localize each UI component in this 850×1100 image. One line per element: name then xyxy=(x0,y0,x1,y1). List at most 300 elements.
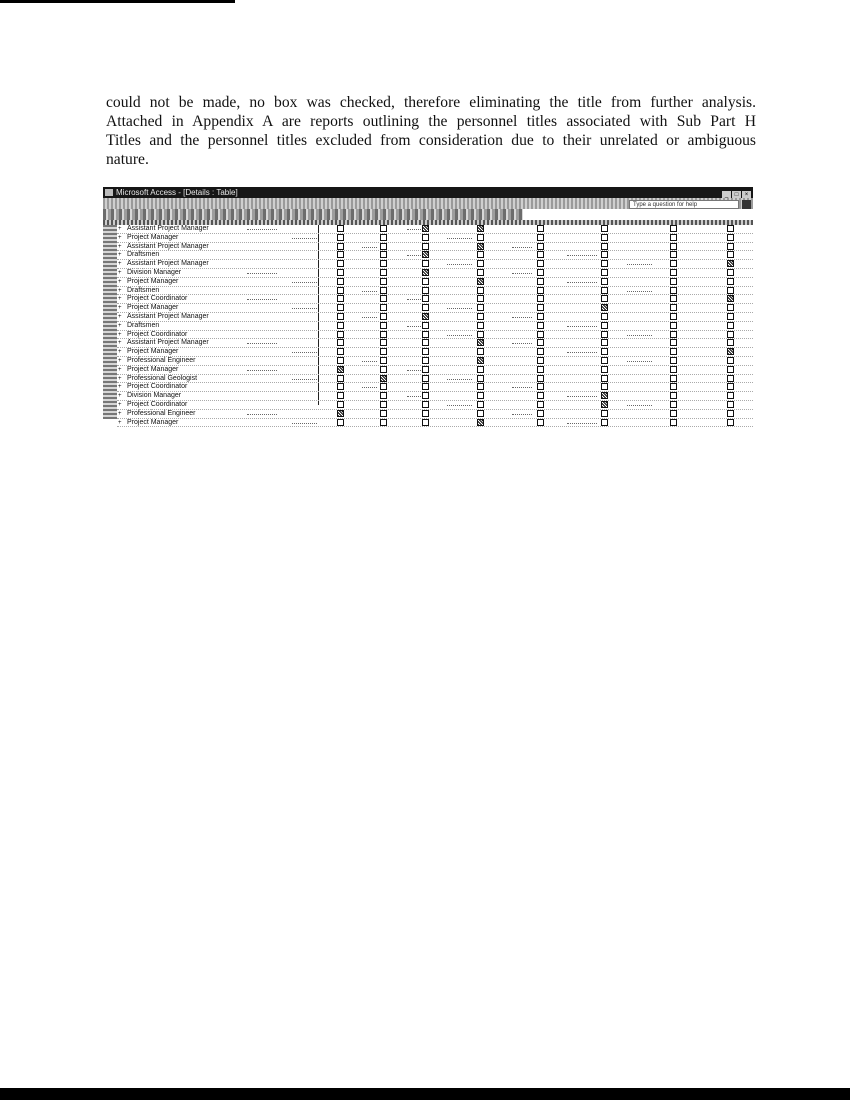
checkbox[interactable] xyxy=(537,322,544,329)
checkbox[interactable] xyxy=(337,383,344,390)
cell-rule xyxy=(292,238,317,239)
checkbox-checked[interactable] xyxy=(727,295,734,302)
expand-icon[interactable]: + xyxy=(118,252,122,259)
checkbox[interactable] xyxy=(670,322,677,329)
checkbox[interactable] xyxy=(422,375,429,382)
checkbox-checked[interactable] xyxy=(477,225,484,232)
checkbox[interactable] xyxy=(337,313,344,320)
table-row[interactable] xyxy=(117,278,753,287)
cell-rule xyxy=(627,335,652,336)
checkbox[interactable] xyxy=(670,269,677,276)
checkbox[interactable] xyxy=(601,375,608,382)
minimize-icon[interactable]: _ xyxy=(722,191,731,198)
checkbox[interactable] xyxy=(537,243,544,250)
checkbox-checked[interactable] xyxy=(422,269,429,276)
checkbox[interactable] xyxy=(601,260,608,267)
checkbox-checked[interactable] xyxy=(422,225,429,232)
cell-rule xyxy=(247,299,277,300)
checkbox-checked[interactable] xyxy=(601,401,608,408)
checkbox[interactable] xyxy=(380,295,387,302)
row-title: Draftsmen xyxy=(127,321,160,329)
checkbox[interactable] xyxy=(337,234,344,241)
checkbox[interactable] xyxy=(337,339,344,346)
checkbox-checked[interactable] xyxy=(477,278,484,285)
expand-icon[interactable]: + xyxy=(118,375,122,382)
cell-rule xyxy=(567,255,597,256)
checkbox[interactable] xyxy=(727,366,734,373)
cell-rule xyxy=(512,317,532,318)
checkbox[interactable] xyxy=(380,269,387,276)
checkbox[interactable] xyxy=(727,401,734,408)
checkbox[interactable] xyxy=(380,278,387,285)
checkbox[interactable] xyxy=(537,234,544,241)
checkbox[interactable] xyxy=(537,269,544,276)
table-row[interactable] xyxy=(117,383,753,392)
checkbox[interactable] xyxy=(601,278,608,285)
checkbox[interactable] xyxy=(380,410,387,417)
checkbox[interactable] xyxy=(337,322,344,329)
row-title: Division Manager xyxy=(127,392,182,400)
checkbox[interactable] xyxy=(670,331,677,338)
checkbox-checked[interactable] xyxy=(727,348,734,355)
row-title: Professional Engineer xyxy=(127,356,196,364)
checkbox[interactable] xyxy=(670,392,677,399)
checkbox[interactable] xyxy=(537,278,544,285)
checkbox[interactable] xyxy=(670,348,677,355)
menu-bar xyxy=(103,198,753,209)
paragraph-line: could not be made, no box was checked, therefore eliminating the title from further analysis. xyxy=(106,94,756,111)
paragraph-line: Attached in Appendix A are reports outlining the personnel titles associated with Sub Part H xyxy=(106,113,756,130)
cell-rule xyxy=(362,387,377,388)
checkbox-checked[interactable] xyxy=(337,410,344,417)
checkbox-checked[interactable] xyxy=(477,419,484,426)
checkbox[interactable] xyxy=(727,251,734,258)
checkbox[interactable] xyxy=(477,322,484,329)
cell-rule xyxy=(447,405,472,406)
checkbox[interactable] xyxy=(380,383,387,390)
checkbox[interactable] xyxy=(670,419,677,426)
cell-rule xyxy=(247,370,277,371)
checkbox[interactable] xyxy=(337,348,344,355)
toolbar-empty-area xyxy=(523,209,753,220)
checkbox[interactable] xyxy=(727,225,734,232)
record-selector-column[interactable] xyxy=(103,225,117,419)
expand-icon[interactable]: + xyxy=(118,243,122,250)
checkbox[interactable] xyxy=(601,383,608,390)
checkbox[interactable] xyxy=(422,331,429,338)
checkbox[interactable] xyxy=(337,295,344,302)
expand-icon[interactable]: + xyxy=(118,401,122,408)
table-row[interactable] xyxy=(117,295,753,304)
checkbox[interactable] xyxy=(601,295,608,302)
checkbox[interactable] xyxy=(727,375,734,382)
close-document-icon[interactable] xyxy=(742,200,751,209)
cell-rule xyxy=(627,405,652,406)
checkbox[interactable] xyxy=(337,304,344,311)
checkbox[interactable] xyxy=(670,383,677,390)
checkbox-checked[interactable] xyxy=(601,304,608,311)
checkbox[interactable] xyxy=(670,357,677,364)
table-row[interactable] xyxy=(117,313,753,322)
checkbox[interactable] xyxy=(727,339,734,346)
checkbox[interactable] xyxy=(727,234,734,241)
cell-rule xyxy=(247,414,277,415)
checkbox[interactable] xyxy=(670,251,677,258)
checkbox-checked[interactable] xyxy=(337,366,344,373)
expand-icon[interactable]: + xyxy=(118,305,122,312)
checkbox[interactable] xyxy=(337,357,344,364)
toolbar[interactable] xyxy=(103,209,523,220)
expand-icon[interactable]: + xyxy=(118,234,122,241)
checkbox-checked[interactable] xyxy=(422,313,429,320)
checkbox[interactable] xyxy=(422,366,429,373)
checkbox[interactable] xyxy=(422,348,429,355)
checkbox[interactable] xyxy=(380,304,387,311)
checkbox[interactable] xyxy=(601,410,608,417)
cell-rule xyxy=(362,247,377,248)
checkbox[interactable] xyxy=(477,251,484,258)
checkbox[interactable] xyxy=(477,287,484,294)
checkbox[interactable] xyxy=(380,243,387,250)
checkbox[interactable] xyxy=(477,331,484,338)
table-row[interactable] xyxy=(117,322,753,331)
row-title: Project Manager xyxy=(127,348,179,356)
cell-rule xyxy=(512,343,532,344)
cell-rule xyxy=(567,396,597,397)
row-title: Project Manager xyxy=(127,365,179,373)
checkbox[interactable] xyxy=(601,339,608,346)
checkbox[interactable] xyxy=(477,410,484,417)
checkbox[interactable] xyxy=(727,304,734,311)
checkbox[interactable] xyxy=(337,392,344,399)
expand-icon[interactable]: + xyxy=(118,322,122,329)
table-row[interactable] xyxy=(117,331,753,340)
checkbox[interactable] xyxy=(537,225,544,232)
checkbox[interactable] xyxy=(380,357,387,364)
expand-icon[interactable]: + xyxy=(118,384,122,391)
checkbox[interactable] xyxy=(727,331,734,338)
checkbox[interactable] xyxy=(477,269,484,276)
cell-rule xyxy=(447,379,472,380)
expand-icon[interactable]: + xyxy=(118,278,122,285)
cell-rule xyxy=(247,229,277,230)
expand-icon[interactable]: + xyxy=(118,269,122,276)
checkbox[interactable] xyxy=(537,383,544,390)
checkbox[interactable] xyxy=(422,419,429,426)
expand-icon[interactable]: + xyxy=(118,226,122,232)
checkbox[interactable] xyxy=(477,295,484,302)
checkbox[interactable] xyxy=(670,375,677,382)
checkbox[interactable] xyxy=(601,287,608,294)
checkbox[interactable] xyxy=(537,375,544,382)
checkbox[interactable] xyxy=(422,401,429,408)
cell-rule xyxy=(447,264,472,265)
close-icon[interactable]: × xyxy=(742,191,751,198)
checkbox[interactable] xyxy=(477,383,484,390)
checkbox[interactable] xyxy=(422,295,429,302)
checkbox[interactable] xyxy=(380,419,387,426)
row-title: Project Coordinator xyxy=(127,383,188,391)
checkbox[interactable] xyxy=(537,357,544,364)
checkbox[interactable] xyxy=(670,366,677,373)
checkbox[interactable] xyxy=(422,304,429,311)
checkbox[interactable] xyxy=(477,392,484,399)
expand-icon[interactable]: + xyxy=(118,313,122,320)
table-row[interactable] xyxy=(117,269,753,278)
window-controls xyxy=(721,188,751,198)
expand-icon[interactable]: + xyxy=(118,366,122,373)
checkbox[interactable] xyxy=(337,260,344,267)
row-title: Project Coordinator xyxy=(127,400,188,408)
expand-icon[interactable]: + xyxy=(118,340,122,347)
cell-rule xyxy=(512,387,532,388)
checkbox[interactable] xyxy=(380,260,387,267)
row-title: Project Manager xyxy=(127,233,179,241)
table-row[interactable] xyxy=(117,357,753,366)
checkbox[interactable] xyxy=(380,401,387,408)
row-title: Professional Geologist xyxy=(127,374,198,382)
checkbox-checked[interactable] xyxy=(727,260,734,267)
row-title: Draftsmen xyxy=(127,286,160,294)
checkbox[interactable] xyxy=(337,401,344,408)
checkbox[interactable] xyxy=(727,243,734,250)
row-title: Project Coordinator xyxy=(127,295,188,303)
checkbox[interactable] xyxy=(380,392,387,399)
checkbox[interactable] xyxy=(537,251,544,258)
checkbox[interactable] xyxy=(601,357,608,364)
checkbox[interactable] xyxy=(670,401,677,408)
checkbox[interactable] xyxy=(422,357,429,364)
checkbox[interactable] xyxy=(337,419,344,426)
checkbox[interactable] xyxy=(337,225,344,232)
row-title: Project Coordinator xyxy=(127,330,188,338)
expand-icon[interactable]: + xyxy=(118,410,122,417)
expand-icon[interactable]: + xyxy=(118,393,122,400)
cell-rule xyxy=(362,291,377,292)
table-row[interactable] xyxy=(117,225,753,234)
checkbox[interactable] xyxy=(380,234,387,241)
checkbox[interactable] xyxy=(380,331,387,338)
checkbox[interactable] xyxy=(422,287,429,294)
datasheet-rows xyxy=(117,225,753,427)
checkbox[interactable] xyxy=(380,348,387,355)
checkbox[interactable] xyxy=(422,392,429,399)
checkbox[interactable] xyxy=(380,225,387,232)
checkbox[interactable] xyxy=(337,331,344,338)
expand-icon[interactable]: + xyxy=(118,331,122,338)
table-row[interactable] xyxy=(117,287,753,296)
checkbox[interactable] xyxy=(477,260,484,267)
checkbox[interactable] xyxy=(422,383,429,390)
access-screenshot xyxy=(103,187,753,426)
cell-rule xyxy=(567,326,597,327)
checkbox[interactable] xyxy=(670,410,677,417)
checkbox[interactable] xyxy=(422,339,429,346)
checkbox[interactable] xyxy=(670,295,677,302)
checkbox[interactable] xyxy=(727,313,734,320)
checkbox[interactable] xyxy=(422,234,429,241)
cell-rule xyxy=(567,352,597,353)
checkbox[interactable] xyxy=(670,304,677,311)
checkbox[interactable] xyxy=(537,410,544,417)
scan-top-edge xyxy=(0,0,850,3)
cell-rule xyxy=(362,317,377,318)
checkbox[interactable] xyxy=(477,304,484,311)
checkbox[interactable] xyxy=(422,243,429,250)
cell-rule xyxy=(512,247,532,248)
table-row[interactable] xyxy=(117,410,753,419)
checkbox[interactable] xyxy=(422,322,429,329)
table-row[interactable] xyxy=(117,243,753,252)
table-row[interactable] xyxy=(117,419,753,428)
checkbox[interactable] xyxy=(670,260,677,267)
cell-rule xyxy=(567,282,597,283)
checkbox[interactable] xyxy=(670,225,677,232)
row-title: Assistant Project Manager xyxy=(127,242,209,250)
checkbox[interactable] xyxy=(727,287,734,294)
cell-rule xyxy=(447,335,472,336)
checkbox[interactable] xyxy=(537,287,544,294)
table-row[interactable] xyxy=(117,366,753,375)
checkbox[interactable] xyxy=(422,410,429,417)
checkbox[interactable] xyxy=(477,401,484,408)
expand-icon[interactable]: + xyxy=(118,349,122,356)
cell-rule xyxy=(247,273,277,274)
checkbox[interactable] xyxy=(537,366,544,373)
checkbox[interactable] xyxy=(337,243,344,250)
expand-icon[interactable]: + xyxy=(118,296,122,303)
checkbox[interactable] xyxy=(670,339,677,346)
checkbox[interactable] xyxy=(727,392,734,399)
table-row[interactable] xyxy=(117,260,753,269)
row-title: Draftsmen xyxy=(127,251,160,259)
checkbox-checked[interactable] xyxy=(477,339,484,346)
expand-icon[interactable]: + xyxy=(118,357,122,364)
window-title: Microsoft Access - [Details : Table] xyxy=(116,188,238,197)
row-title: Assistant Project Manager xyxy=(127,225,209,232)
checkbox[interactable] xyxy=(337,269,344,276)
cell-rule xyxy=(362,361,377,362)
checkbox[interactable] xyxy=(477,375,484,382)
checkbox[interactable] xyxy=(670,243,677,250)
checkbox[interactable] xyxy=(601,419,608,426)
checkbox[interactable] xyxy=(380,287,387,294)
checkbox[interactable] xyxy=(422,278,429,285)
table-row[interactable] xyxy=(117,401,753,410)
table-row[interactable] xyxy=(117,339,753,348)
checkbox-checked[interactable] xyxy=(477,243,484,250)
checkbox[interactable] xyxy=(380,366,387,373)
checkbox[interactable] xyxy=(727,357,734,364)
checkbox[interactable] xyxy=(601,243,608,250)
cell-rule xyxy=(447,238,472,239)
checkbox[interactable] xyxy=(537,339,544,346)
checkbox[interactable] xyxy=(537,304,544,311)
checkbox[interactable] xyxy=(537,295,544,302)
checkbox[interactable] xyxy=(670,287,677,294)
checkbox[interactable] xyxy=(537,348,544,355)
checkbox[interactable] xyxy=(601,251,608,258)
paragraph-line: nature. xyxy=(106,151,149,168)
checkbox[interactable] xyxy=(670,234,677,241)
checkbox[interactable] xyxy=(727,278,734,285)
checkbox[interactable] xyxy=(727,419,734,426)
checkbox[interactable] xyxy=(727,322,734,329)
cell-rule xyxy=(627,264,652,265)
checkbox[interactable] xyxy=(337,375,344,382)
checkbox-checked[interactable] xyxy=(380,375,387,382)
checkbox[interactable] xyxy=(537,419,544,426)
checkbox[interactable] xyxy=(537,401,544,408)
row-title: Project Manager xyxy=(127,277,179,285)
row-title: Assistant Project Manager xyxy=(127,339,209,347)
checkbox[interactable] xyxy=(601,322,608,329)
checkbox[interactable] xyxy=(537,260,544,267)
cell-rule xyxy=(292,308,317,309)
checkbox[interactable] xyxy=(727,410,734,417)
expand-icon[interactable]: + xyxy=(118,287,122,294)
expand-icon[interactable]: + xyxy=(118,419,122,426)
access-app-icon xyxy=(105,189,113,196)
help-question-input[interactable]: Type a question for help xyxy=(629,200,739,209)
body-paragraph xyxy=(106,93,756,169)
maximize-icon[interactable]: □ xyxy=(732,191,741,198)
checkbox[interactable] xyxy=(380,313,387,320)
checkbox[interactable] xyxy=(380,251,387,258)
table-row[interactable] xyxy=(117,392,753,401)
table-row[interactable] xyxy=(117,251,753,260)
checkbox[interactable] xyxy=(601,269,608,276)
checkbox[interactable] xyxy=(670,278,677,285)
scan-bottom-edge xyxy=(0,1088,850,1100)
checkbox[interactable] xyxy=(601,331,608,338)
checkbox[interactable] xyxy=(601,348,608,355)
expand-icon[interactable]: + xyxy=(118,261,122,268)
checkbox[interactable] xyxy=(601,313,608,320)
checkbox[interactable] xyxy=(477,234,484,241)
checkbox[interactable] xyxy=(337,251,344,258)
checkbox[interactable] xyxy=(477,348,484,355)
cell-rule xyxy=(247,343,277,344)
checkbox[interactable] xyxy=(337,278,344,285)
checkbox[interactable] xyxy=(601,234,608,241)
checkbox[interactable] xyxy=(380,322,387,329)
checkbox[interactable] xyxy=(601,366,608,373)
checkbox-checked[interactable] xyxy=(601,392,608,399)
checkbox[interactable] xyxy=(537,392,544,399)
checkbox[interactable] xyxy=(601,225,608,232)
checkbox[interactable] xyxy=(537,331,544,338)
checkbox[interactable] xyxy=(727,269,734,276)
checkbox[interactable] xyxy=(422,260,429,267)
paragraph-line: Titles and the personnel titles excluded from consideration due to their unrelated or ambiguous xyxy=(106,132,756,149)
table-row[interactable] xyxy=(117,375,753,384)
table-row[interactable] xyxy=(117,234,753,243)
checkbox[interactable] xyxy=(477,313,484,320)
checkbox[interactable] xyxy=(537,313,544,320)
table-row[interactable] xyxy=(117,304,753,313)
row-title: Assistant Project Manager xyxy=(127,260,209,268)
checkbox-checked[interactable] xyxy=(477,357,484,364)
checkbox[interactable] xyxy=(670,313,677,320)
checkbox[interactable] xyxy=(337,287,344,294)
checkbox[interactable] xyxy=(477,366,484,373)
checkbox[interactable] xyxy=(380,339,387,346)
checkbox-checked[interactable] xyxy=(422,251,429,258)
table-row[interactable] xyxy=(117,348,753,357)
checkbox[interactable] xyxy=(727,383,734,390)
cell-rule xyxy=(512,273,532,274)
